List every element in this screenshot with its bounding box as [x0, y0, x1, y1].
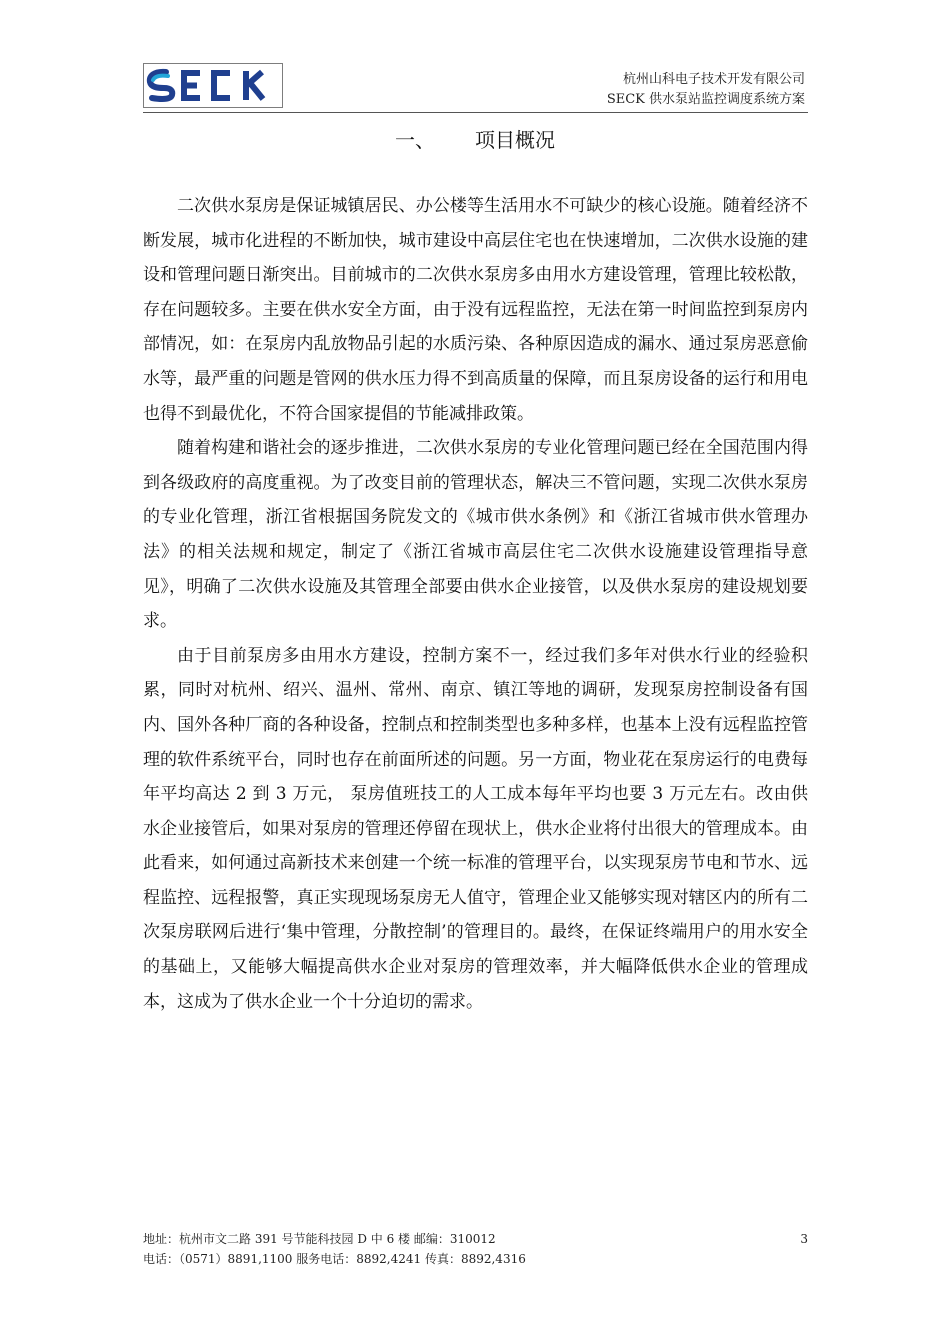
body-text [143, 189, 808, 1019]
header-company-block [607, 70, 805, 110]
document-title: SECK 供水泵站监控调度系统方案 [606, 92, 805, 107]
paragraph-2: 随着构建和谐社会的逐步推进，二次供水泵房的专业化管理问题已经在全国范围内得到各级政府的高度重视。为了改变目前的管理状态，解决三不管问题，实现二次供水泵房的专业化管理，浙江省根据国务院发文的《城市供水条例》和《浙江省城市供水管理办法》的相关法规和规定，制定了《浙江省城市高层住宅二次供水设施建设管理指导意见》，明确了二次供水设施及其管理全部要由供水企业接管，以及供水泵房的建设规划要求。 [143, 438, 808, 632]
header-divider [143, 112, 808, 113]
section-title: 项目概况 [475, 128, 555, 152]
page-footer [143, 1229, 808, 1269]
section-number: 一、 [395, 128, 435, 152]
paragraph-1: 二次供水泵房是保证城镇居民、办公楼等生活用水不可缺少的核心设施。随着经济不断发展，城市化进程的不断加快，城市建设中高层住宅也在快速增加，二次供水设施的建设和管理问题日渐突出。目前城市的二次供水泵房多由用水方建设管理，管理比较松散，存在问题较多。主要在供水安全方面，由于没有远程监控，无法在第一时间监控到泵房内部情况，如：在泵房内乱放物品引起的水质污染、各种原因造成的漏水、通过泵房恶意偷水等，最严重的问题是管网的供水压力得不到高质量的保障，而且泵房设备的运行和用电也得不到最优化，不符合国家提倡的节能减排政策。 [143, 196, 808, 424]
seck-logo [143, 63, 283, 108]
company-name: 杭州山科电子技术开发有限公司 [622, 72, 805, 87]
page-number: 3 [800, 1232, 808, 1246]
footer-phones: 电话：（0571）8891,1100 服务电话：8892,4241 传真：8892,4316 [143, 1252, 526, 1266]
footer-address: 地址：杭州市文二路 391 号节能科技园 D 中 6 楼 邮编：310012 [143, 1232, 496, 1246]
paragraph-3: 由于目前泵房多由用水方建设，控制方案不一，经过我们多年对供水行业的经验积累，同时对杭州、绍兴、温州、常州、南京、镇江等地的调研，发现泵房控制设备有国内、国外各种厂商的各种设备，控制点和控制类型也多种多样，也基本上没有远程监控管理的软件系统平台，同时也存在前面所述的问题。另一方面，物业花在泵房运行的电费每年平均高达 2 到 3 万元， 泵房值班技工的人工成本每年平均也要 3 万元左右。改由供水企业接管后，如果对泵房的管理还停留在现状上，供水企业将付出很大的管理成本。由此看来，如何通过高新技术来创建一个统一标准的管理平台，以实现泵房节电和节水、远程监控、远程报警，真正实现现场泵房无人值守，管理企业又能够实现对辖区内的所有二次泵房联网后进行‘集中管理，分散控制’的管理目的。最终，在保证终端用户的用水安全的基础上，又能够大幅提高供水企业对泵房的管理效率，并大幅降低供水企业的管理成本，这成为了供水企业一个十分迫切的需求。 [143, 645, 808, 1012]
section-heading [0, 125, 950, 155]
